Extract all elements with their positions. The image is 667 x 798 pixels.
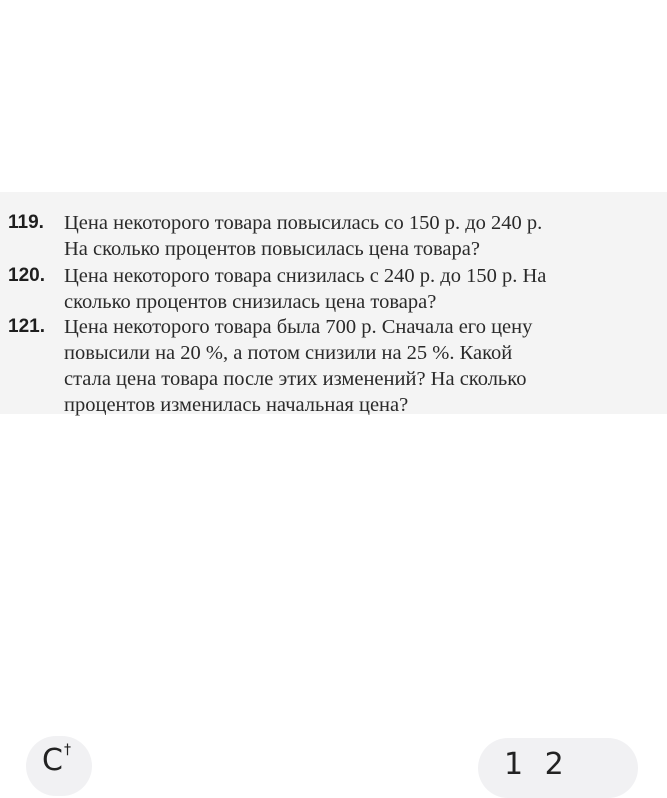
problem-text	[64, 210, 658, 262]
problem-number: 120.	[8, 265, 45, 286]
problem-line: стала цена товара после этих изменений? На сколько	[64, 368, 527, 390]
plus-icon: †	[64, 742, 71, 758]
bottom-right-glyph: 1 2	[504, 747, 570, 782]
problem-119	[8, 210, 658, 262]
bottom-right-button[interactable]	[478, 738, 638, 798]
problem-121	[8, 314, 658, 418]
problem-120	[8, 263, 658, 315]
problem-line: Цена некоторого товара повысилась со 150 р. до 240 р.	[64, 212, 543, 234]
problem-line: Цена некоторого товара снизилась с 240 р. до 150 р. На	[64, 265, 547, 287]
problem-line: Цена некоторого товара была 700 р. Сначала его цену	[64, 316, 533, 338]
problem-text	[64, 314, 658, 418]
problem-line: процентов изменилась начальная цена?	[64, 394, 409, 416]
problem-line: сколько процентов снизилась цена товара?	[64, 291, 437, 313]
bottom-left-glyph: C	[42, 743, 63, 778]
problem-text	[64, 263, 658, 315]
problem-number: 119.	[8, 212, 44, 233]
bottom-left-button[interactable]	[26, 736, 92, 796]
problem-line: повысили на 20 %, а потом снизили на 25 %. Какой	[64, 342, 513, 364]
problem-line: На сколько процентов повысилась цена товара?	[64, 238, 480, 260]
problem-number: 121.	[8, 316, 45, 337]
